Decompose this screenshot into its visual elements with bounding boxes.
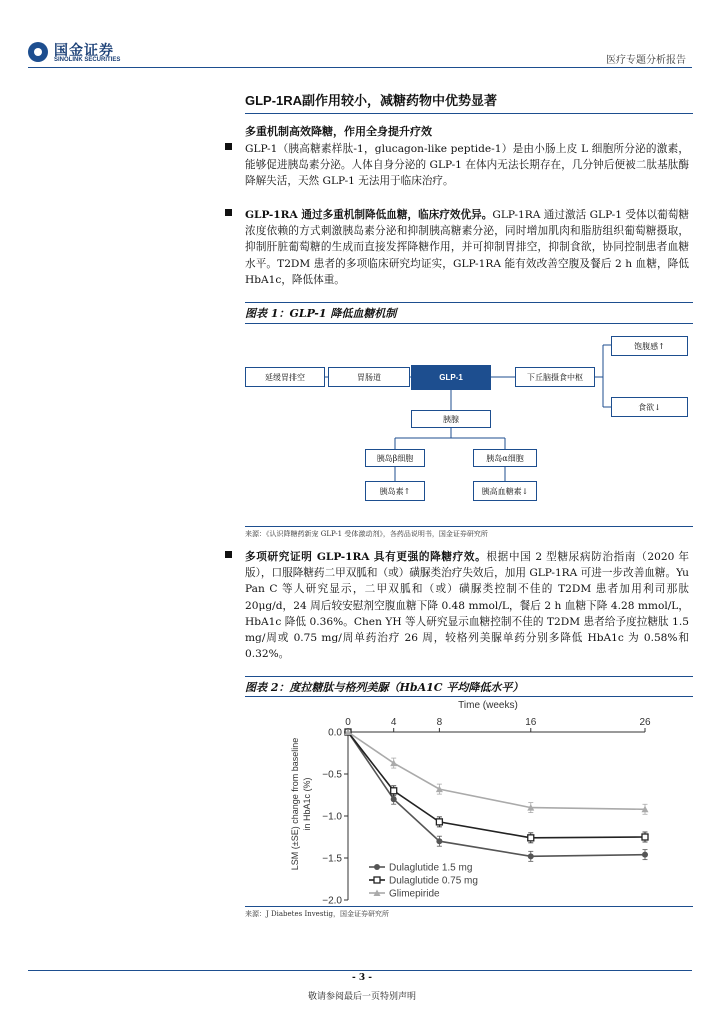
legend-label: Dulaglutide 0.75 mg — [389, 875, 478, 887]
y-tick-label: −1.5 — [322, 853, 342, 865]
figure1-caption: 图表 1：GLP-1 降低血糖机制 — [245, 307, 397, 320]
logo-mark-icon — [28, 42, 48, 62]
figure2-source: 来源：J Diabetes Investig，国金证券研究所 — [245, 910, 389, 918]
x-tick-label: 8 — [436, 717, 443, 728]
legend-marker — [374, 877, 380, 883]
node-beta-cell: 胰岛β细胞 — [365, 449, 425, 467]
data-point — [528, 835, 534, 841]
data-point — [642, 834, 648, 840]
paragraph-2: GLP-1RA 通过多重机制降低血糖，临床疗效优异。GLP-1RA 通过激活 GLP-1 受体以葡萄糖浓度依赖的方式刺激胰岛素分泌和抑制胰高糖素分泌，同时增加肌肉和脂肪组织葡萄糖摄取，抑制肝脏葡萄糖的生成而直接发挥降糖作用，并可抑制胃排空，抑制食欲，协同控制患者血糖水平。T2DM 患者的多项临床研究均证实，GLP-1RA 能有效改善空腹及餐后 2 h 血糖，降低 HbA1c，降低体重。 — [245, 207, 689, 288]
data-point — [391, 796, 397, 802]
legend-label: Glimepiride — [389, 888, 440, 900]
data-point — [436, 819, 442, 825]
page-number: - 3 - — [352, 973, 372, 983]
node-pancreas: 胰腺 — [411, 410, 491, 428]
x-tick-label: 16 — [525, 717, 537, 728]
figure2-caption: 图表 2：度拉糖肽与格列美脲（HbA1C 平均降低水平） — [245, 681, 524, 694]
x-tick-label: 26 — [639, 717, 651, 728]
y-tick-label: 0.0 — [328, 727, 342, 739]
bullet-icon — [225, 143, 232, 150]
legend-label: Dulaglutide 1.5 mg — [389, 862, 473, 874]
hba1c-line-chart — [285, 696, 665, 906]
y-tick-label: −1.0 — [322, 811, 342, 823]
title-rule — [245, 113, 693, 114]
x-tick-label: 4 — [390, 717, 397, 728]
node-delay-gastric: 延缓胃排空 — [245, 367, 325, 387]
node-appetite: 食欲↓ — [611, 397, 688, 417]
y-axis-label-line2: in HbA1c (%) — [302, 777, 312, 831]
chart-title: Time (weeks) — [458, 700, 518, 711]
footer-disclaimer: 敬请参阅最后一页特别声明 — [307, 992, 416, 1002]
node-alpha-cell: 胰岛α细胞 — [473, 449, 537, 467]
data-point — [528, 853, 534, 859]
logo-en-text: SINOLINK SECURITIES — [54, 57, 121, 63]
section-title: GLP-1RA副作用较小，减糖药物中优势显著 — [245, 93, 498, 108]
bullet-icon — [225, 551, 232, 558]
y-tick-label: −2.0 — [322, 895, 342, 906]
header-divider — [28, 67, 692, 68]
node-glp1: GLP-1 — [411, 365, 491, 390]
section-subhead: 多重机制高效降糖，作用全身提升疗效 — [245, 125, 432, 138]
report-type: 医疗专题分析报告 — [606, 55, 686, 66]
y-tick-label: −0.5 — [322, 769, 342, 781]
legend-marker — [374, 864, 380, 870]
paragraph-3: 多项研究证明 GLP-1RA 具有更强的降糖疗效。根据中国 2 型糖尿病防治指南（2020 年版），口服降糖药二甲双胍和（或）磺脲类治疗失效后，加用 GLP-1RA 可进一步改善血糖。Yu Pan C 等人研究显示，二甲双胍和（或）磺脲类控制不佳的 T2DM 患者加用利司那肽 20μg/d，24 周后较安慰剂空腹血糖下降 0.48 mmol/L，餐后 2 h 血糖下降 4.28 mmol/L，HbA1c 降低 0.36%。Chen YH 等人研究显示血糖控制不佳的 T2DM 患者给予度拉糖肽 1.5 mg/周或 0.75 mg/周单药治疗 26 周，较格列美脲单药分别多降低 HbA1c 为 0.58%和 0.32%。 — [245, 549, 689, 662]
y-axis-label-line1: LSM (±SE) change from baseline — [290, 737, 300, 871]
node-satiety: 饱腹感↑ — [611, 336, 688, 356]
footer-divider — [28, 970, 692, 971]
logo-cn-text: 国金证券 — [54, 42, 114, 58]
node-glucagon: 胰高血糖素↓ — [473, 481, 537, 501]
node-gastrin: 胃肠道 — [328, 367, 410, 387]
figure1-source: 来源：《认识降糖药新宠 GLP-1 受体激动剂》，各药品说明书，国金证券研究所 — [245, 530, 488, 538]
figure1-bottom-rule — [245, 526, 693, 527]
data-point — [391, 788, 397, 794]
data-point — [642, 852, 648, 858]
node-hypothalamus: 下丘脑摄食中枢 — [515, 367, 595, 387]
x-tick-label: 0 — [345, 717, 351, 728]
series-line — [348, 732, 645, 838]
paragraph-1: GLP-1（胰高糖素样肽-1，glucagon-like peptide-1）是由小肠上皮 L 细胞所分泌的激素，能够促进胰岛素分泌。人体自身分泌的 GLP-1 在体内无法长期存在，几分钟后便被二肽基肽酶降解失活，天然 GLP-1 无法用于临床治疗。 — [245, 141, 689, 190]
bullet-icon — [225, 209, 232, 216]
figure2-bottom-rule — [245, 906, 693, 907]
node-insulin: 胰岛素↑ — [365, 481, 425, 501]
figure1-caption-rule — [245, 323, 693, 324]
mechanism-diagram — [245, 330, 693, 520]
data-point — [436, 838, 442, 844]
